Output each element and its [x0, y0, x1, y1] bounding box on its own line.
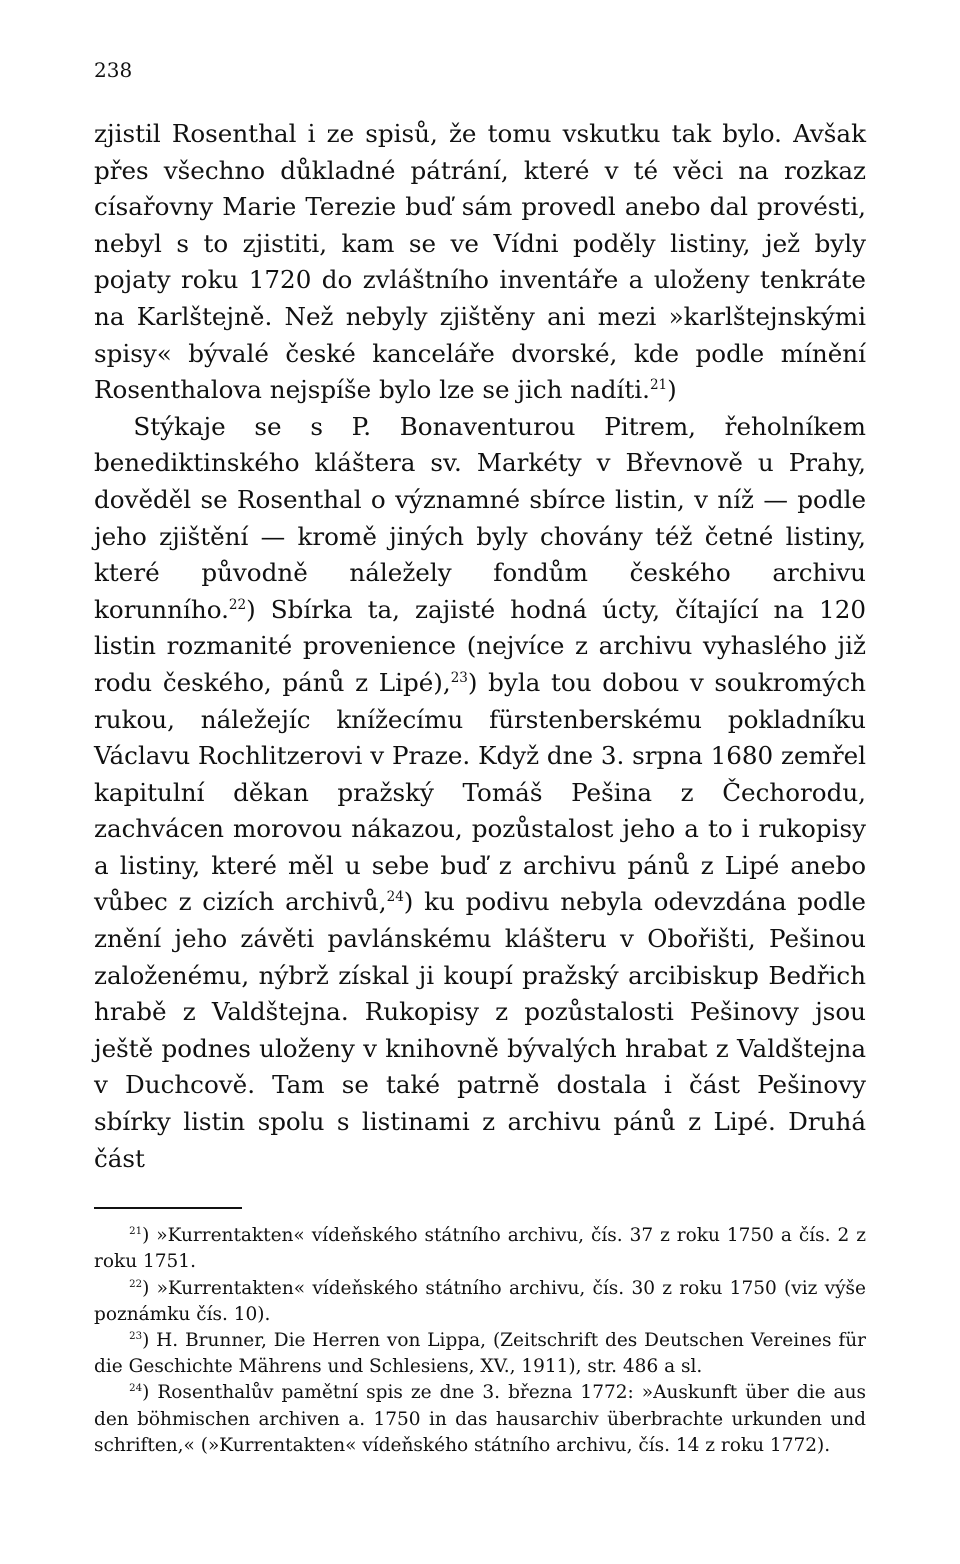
footnote-21 [94, 1223, 866, 1275]
footnote-23-text: ) H. Brunner, Die Herren von Lippa, (Zeitschrift des Deutschen Vereines für die Geschichte Mährens und Schlesiens, XV., 1911), str. 486 a sl. [94, 1330, 866, 1378]
footnote-separator [94, 1207, 242, 1209]
paragraph-1-text-end: ) [667, 375, 677, 405]
paragraph-2-text-c: ) byla tou dobou v soukromých rukou, náležejíc knížecímu fürstenberskému pokladníku Václavu Rochlitzerovi v Praze. Když dne 3. srpna 1680 zemřel kapitulní děkan pražský Tomáš Pešina z Čechorodu, zachvácen morovou nákazou, pozůstalost jeho a to i rukopisy a listiny, které měl u sebe buď z archivu pánů z Lipé anebo vůbec z cizích archivů, [94, 667, 866, 917]
footnote-ref-22: 22 [228, 596, 247, 613]
main-text [94, 116, 866, 1177]
footnote-mark-22: 22 [129, 1278, 143, 1290]
paragraph-2-text-d: ) ku podivu nebyla odevzdána podle znění jeho závěti pavlánskému klášteru v Obořišti, Pešinou založenému, nýbrž získal ji koupí pražský arcibiskup Bedřich hrabě z Valdštejna. Rukopisy z pozůstalosti Pešinovy jsou ještě podnes uloženy v knihovně bývalých hrabat z Valdštejna v Duchcově. Tam se také patrně dostala i část Pešinovy sbírky listin spolu s listinami z archivu pánů z Lipé. Druhá část [94, 887, 866, 1173]
footnote-mark-24: 24 [129, 1383, 143, 1395]
paragraph-2-text-b: ) Sbírka ta, zajisté hodná úcty, čítající na 120 listin rozmanité provenience (nejvíce z archivu vyhaslého již rodu českého, pánů z Lipé), [94, 594, 866, 697]
footnote-mark-23: 23 [129, 1330, 143, 1342]
footnote-23 [94, 1328, 866, 1380]
paragraph-1 [94, 116, 866, 409]
paragraph-2 [94, 409, 866, 1177]
footnote-mark-21: 21 [129, 1226, 143, 1238]
footnote-21-text: ) »Kurrentakten« vídeňského státního archivu, čís. 37 z roku 1750 a čís. 2 z roku 1751. [94, 1225, 866, 1273]
footnote-24-text: ) Rosenthalův pamětní spis ze dne 3. března 1772: »Auskunft über die aus den böhmischen archiven a. 1750 in das hausarchiv überbrachte urkunden und schriften,« (»Kurrentakten« vídeňského státního archivu, čís. 14 z roku 1772). [94, 1382, 866, 1456]
footnote-22 [94, 1276, 866, 1328]
footnote-ref-24: 24 [386, 889, 404, 906]
footnotes [94, 1223, 866, 1459]
footnote-ref-23: 23 [450, 669, 468, 686]
page-number: 238 [94, 58, 133, 82]
paragraph-1-text: zjistil Rosenthal i ze spisů, že tomu vskutku tak bylo. Avšak přes všechno důkladné pátrání, které v té věci na rozkaz císařovny Marie Terezie buď sám provedl anebo dal provésti, nebyl s to zjistiti, kam se ve Vídni poděly listiny, jež byly pojaty roku 1720 do zvláštního inventáře a uloženy tenkráte na Karlštejně. Než nebyly zjištěny ani mezi »karlštejnskými spisy« bývalé české kanceláře dvorské, kde podle mínění Rosenthalova nejspíše bylo lze se jich nadíti. [94, 119, 866, 405]
footnote-24 [94, 1380, 866, 1459]
book-page [94, 60, 866, 1459]
footnote-22-text: ) »Kurrentakten« vídeňského státního archivu, čís. 30 z roku 1750 (viz výše poznámku čís. 10). [94, 1277, 866, 1325]
footnote-ref-21: 21 [649, 376, 668, 393]
paragraph-2-text-a: Stýkaje se s P. Bonaventurou Pitrem, řeholníkem benediktinského kláštera sv. Markéty v Břevnově u Prahy, dověděl se Rosenthal o významné sbírce listin, v níž — podle jeho zjištění — kromě jiných byly chovány též četné listiny, které původně náležely fondům českého archivu korunního. [94, 411, 866, 624]
